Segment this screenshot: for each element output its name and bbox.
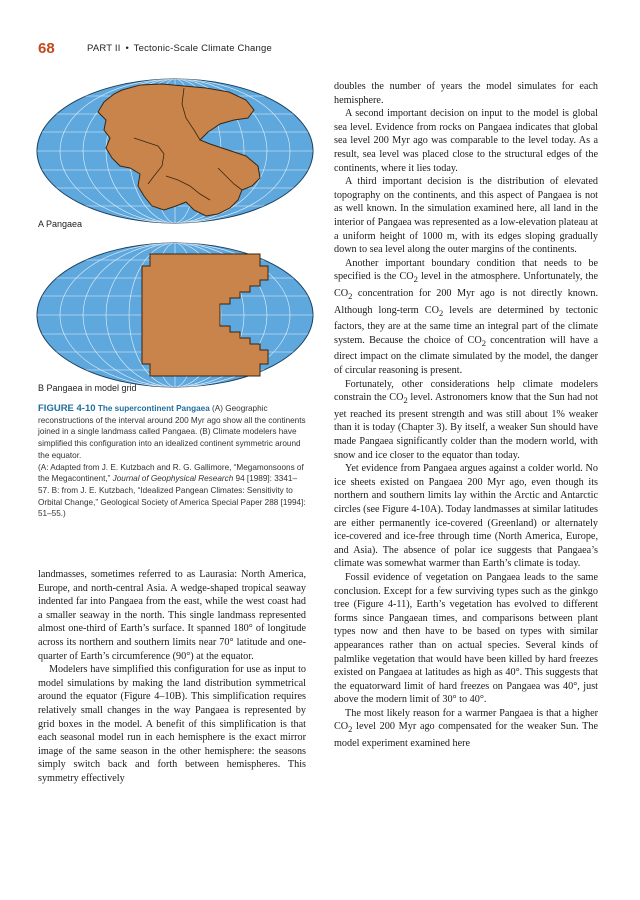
panel-a-label: A Pangaea [38,219,83,229]
chapter-title: Tectonic-Scale Climate Change [133,43,272,54]
running-head [87,43,272,54]
figure-panel-a [34,76,319,226]
left-column [38,568,306,786]
caption-text: (A) Geographic reconstructions of the interval around 200 Myr ago show all the continents joined in a single landmass called Pangaea. (B) Climate modelers have simplified this configuration into an idealized continent symmetric around the equator. [38,404,306,460]
figure-panel-b [34,240,319,390]
right-paragraph-2: A second important decision on input to the model is global sea level. Evidence from rocks on Pangaea indicates that global sea level 200 Myr ago was comparable to the level today. As a result, sea level was placed close to the structural edges of the continents, where it lies today. [334,108,598,174]
caption-title: The supercontinent Pangaea [97,404,210,413]
left-paragraph-1: landmasses, sometimes referred to as Laurasia: North America, Europe, and north-central Asia. A wedge-shaped tropical seaway indented far into Pangaea from the east, while the west coast had a smaller seaway in the north. This single landmass represented almost one-third of Earth’s surface. It spanned 180° of longitude across its northern and southern limits near 70° latitude and one-quarter of Earth’s circumference (90°) at the equator. [38,569,306,662]
caption-credit-prefix: (A: Adapted from J. E. Kutzbach and R. G. Gallimore, “Megamonsoons of the Megacontinent,” [38,462,304,484]
page-number: 68 [38,40,55,57]
pangaea-map [34,76,319,226]
caption-credit-journal: Journal of Geophysical Research [112,474,234,484]
right-paragraph-3: A third important decision is the distribution of elevated topography on the continents, and this aspect of Pangaea is not as well known. In the simulation examined here, all land in the interior of Pangaea was represented as a low-elevation plateau at a uniform height of 1000 m, with its edges sloping gradually down to sea level along the outer margins of the continents. [334,176,598,256]
right-paragraph-1: doubles the number of years the model simulates for each hemisphere. [334,81,598,106]
head-separator: • [125,43,129,54]
left-paragraph-2: Modelers have simplified this configuration for use as input to model simulations by making the land distribution symmetrical around the equator (Figure 4–10B). This simplification requires relatively small changes in the way Pangaea is represented by grid boxes in the model. A benefit of this simplification is that each seasonal model run in each hemisphere is the exact mirror image of the same season in the other hemisphere: the seasons simply switch back and forth between hemispheres. This symmetry effectively [38,664,306,784]
figure-caption [38,403,306,520]
right-paragraph-4: Another important boundary condition that needs to be specified is the $CO_2$ level in the atmosphere. Unfortunately, the $CO_2$ concentration for 200 Myr ago is not directly known. Although long-term $CO_2$ levels are determined by tectonic factors, they are at the same time an integral part of the climate system. Because the choice of $CO_2$ concentration will have a direct impact on the climate simulated by the model, the danger of circular reasoning is present. [334,257,598,376]
right-column [334,80,598,751]
caption-number: FIGURE 4-10 [38,403,96,414]
panel-b-label: B Pangaea in model grid [38,383,137,393]
right-paragraph-7: Fossil evidence of vegetation on Pangaea leads to the same conclusion. Except for a few surviving types such as the ginkgo tree (Figure 4-11), Earth’s vegetation has evolved to different forms since Pangaean times, and comparisons between plant types now and then have to be based on types with similar appearances rather than on actual species. Several kinds of palmlike vegetation that would have been killed by hard freezes existed on Pangaea at latitudes as high as 40°. This suggests that the equatorward limit of hard freezes on Pangaea was 40°, just above the modern limit of 30° to 40°. [334,571,598,706]
pangaea-model-grid-map [34,240,319,390]
right-paragraph-8: The most likely reason for a warmer Pangaea is that a higher $CO_2$ level 200 Myr ago compensated for the weaker Sun. The model experiment examined here [334,707,598,750]
right-paragraph-5: Fortunately, other considerations help climate modelers constrain the $CO_2$ level. Astronomers know that the Sun had not yet reached its present strength and was still about 1% weaker than it is today (Chapter 3). By itself, a weaker Sun should have made Pangaea significantly colder than the modern world, with snow and ice closer to the equator than today. [334,378,598,461]
part-label: PART II [87,43,121,54]
caption-credit-suffix: 94 [1989]: 3341–57. B: from J. E. Kutzbach, “Idealized Pangean Climates: Sensitivity to Orbital Change,” Geological Society of America Special Paper 288 [1994]: 51–55.) [38,474,306,519]
right-paragraph-6: Yet evidence from Pangaea argues against a colder world. No ice sheets existed on Pangaea 200 Myr ago, even though its northern and southern limits lay within the Arctic and Antarctic circles (see Figure 4-10A). Today landmasses at similar latitudes are either permanently ice-covered (Greenland) or alternately ice-covered and ice-free through time (North America, Europe, and Asia). The absence of polar ice suggests that Pangaea’s climate was somewhat warmer than Earth’s climate is today. [334,463,598,570]
